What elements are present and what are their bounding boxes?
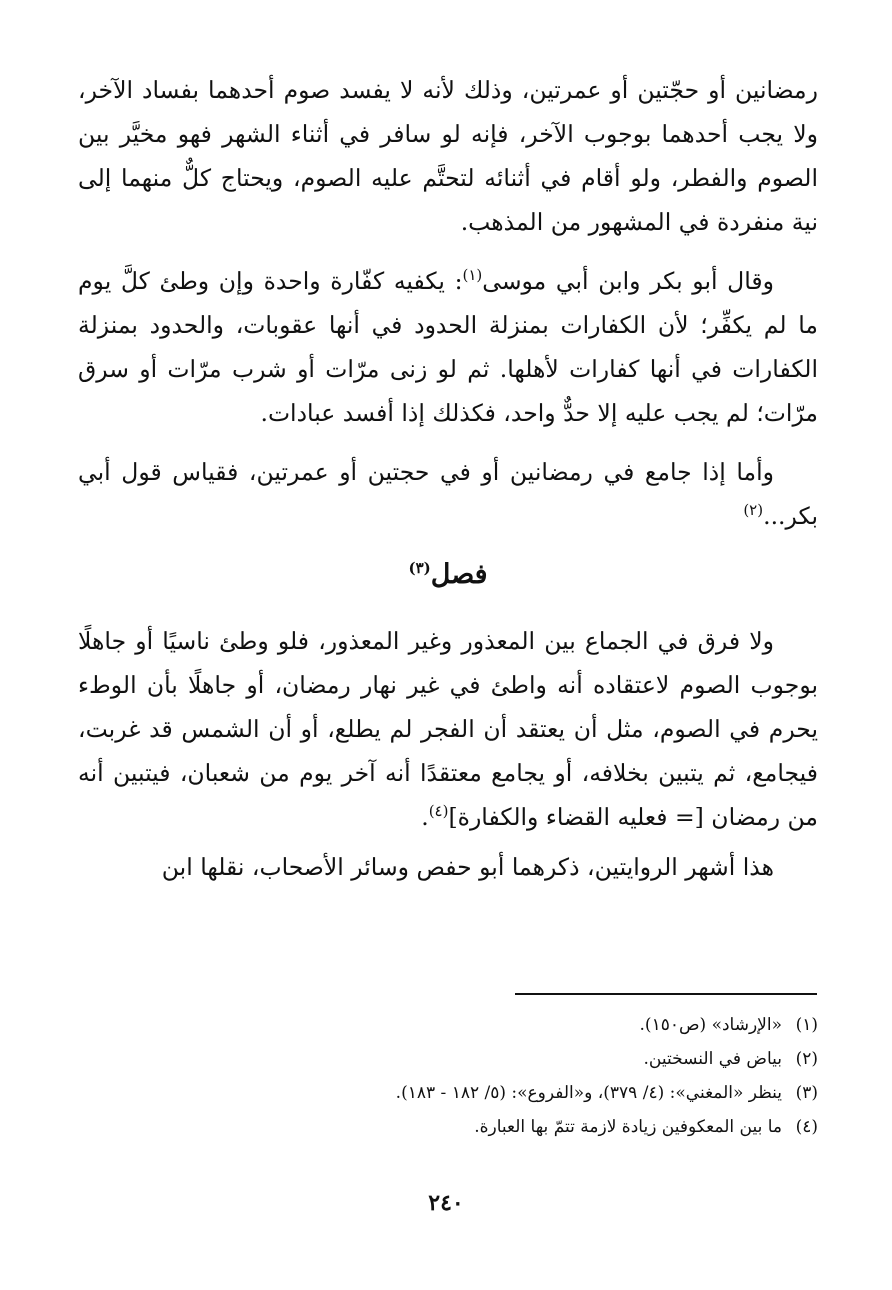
footnote-3: [78, 1076, 818, 1110]
paragraph-2-before: وقال أبو بكر وابن أبي موسى: [482, 267, 774, 295]
paragraph-4-before: ولا فرق في الجماع بين المعذور وغير المعذور، فلو وطئ ناسيًا أو جاهلًا بوجوب الصوم لاعتقاده أنه واطئ في غير نهار رمضان، أو جاهلًا بأن الوطء يحرم في الصوم، مثل أن يعتقد أن الفجر لم يطلع، أو أن الشمس قد غربت، فيجامع، ثم يتبين بخلافه، أو يجامع معتقدًا أنه آخر يوم من شعبان، فيتبين أنه من رمضان [= فعليه القضاء والكفارة]: [78, 627, 818, 831]
footnote-number: (٤): [795, 1117, 818, 1137]
footnote-divider: [515, 993, 817, 995]
footnote-ref-3[interactable]: (٣): [408, 559, 431, 577]
paragraph-1: [78, 68, 818, 244]
footnote-number: (٣): [795, 1083, 818, 1103]
paragraph-4: [78, 619, 818, 839]
footnote-number: (٢): [795, 1049, 818, 1069]
footnote-text: «الإرشاد» (ص١٥٠).: [639, 1015, 782, 1035]
page-number: ٢٤٠: [428, 1190, 464, 1216]
footnote-ref-4[interactable]: (٤): [428, 802, 449, 821]
main-text: [78, 68, 818, 904]
footnotes: [78, 1008, 818, 1144]
section-heading: [78, 553, 818, 597]
footnote-ref-1[interactable]: (١): [462, 266, 483, 285]
paragraph-5-text: هذا أشهر الروايتين، ذكرهما أبو حفص وسائر الأصحاب، نقلها ابن: [161, 853, 774, 881]
paragraph-2-after: : يكفيه كفّارة واحدة وإن وطئ كلَّ يوم ما لم يكفِّر؛ لأن الكفارات بمنزلة الحدود في أنها عقوبات، والحدود بمنزلة الكفارات في أنها كفارات لأهلها. ثم لو زنى مرّات أو شرب مرّات أو سرق مرّات؛ لم يجب عليه إلا حدٌّ واحد، فكذلك إذا أفسد عبادات.: [78, 267, 818, 427]
paragraph-2: [78, 259, 818, 435]
paragraph-3-before: وأما إذا جامع في رمضانين أو في حجتين أو عمرتين، فقياس قول أبي بكر...: [78, 458, 818, 530]
footnote-ref-2[interactable]: (٢): [743, 501, 764, 520]
footnote-number: (١): [795, 1015, 818, 1035]
footnote-text: ينظر «المغني»: (٤/ ٣٧٩)، و«الفروع»: (٥/ ١٨٢ - ١٨٣).: [395, 1083, 782, 1103]
footnote-text: ما بين المعكوفين زيادة لازمة تتمّ بها العبارة.: [474, 1117, 782, 1137]
section-title: فصل: [430, 559, 488, 590]
footnote-4: [78, 1110, 818, 1144]
paragraph-4-after: .: [421, 803, 429, 831]
paragraph-5: [78, 845, 818, 889]
footnote-text: بياض في النسختين.: [643, 1049, 782, 1069]
paragraph-3: [78, 450, 818, 538]
footnote-2: [78, 1042, 818, 1076]
paragraph-1-text: رمضانين أو حجّتين أو عمرتين، وذلك لأنه لا يفسد صوم أحدهما بفساد الآخر، ولا يجب أحدهما بوجوب الآخر، فإنه لو سافر في أثناء الشهر فهو مخيَّر بين الصوم والفطر، ولو أقام في أثنائه لتحتَّم عليه الصوم، ويحتاج كلٌّ منهما إلى نية منفردة في المشهور من المذهب.: [78, 76, 818, 236]
footnote-1: [78, 1008, 818, 1042]
